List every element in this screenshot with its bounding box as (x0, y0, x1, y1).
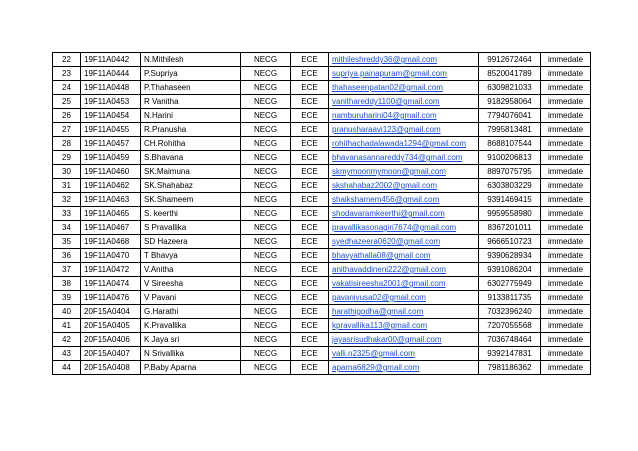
email-cell (329, 291, 479, 305)
status-cell: immedate (541, 249, 591, 263)
status-cell: immedate (541, 81, 591, 95)
serial-number-cell: 41 (53, 319, 81, 333)
college-cell: NECG (241, 305, 291, 319)
branch-cell: ECE (291, 151, 329, 165)
serial-number-cell: 42 (53, 333, 81, 347)
roll-number-cell: 19F11A0455 (81, 123, 141, 137)
table-row (53, 249, 591, 263)
email-link[interactable]: supriya.painapuram@gmail.com (332, 69, 447, 78)
college-cell: NECG (241, 165, 291, 179)
branch-cell: ECE (291, 305, 329, 319)
status-cell: immedate (541, 179, 591, 193)
table-row (53, 179, 591, 193)
branch-cell: ECE (291, 361, 329, 375)
table-row (53, 123, 591, 137)
table-row (53, 207, 591, 221)
serial-number-cell: 40 (53, 305, 81, 319)
branch-cell: ECE (291, 179, 329, 193)
phone-cell: 6303803229 (479, 179, 541, 193)
phone-cell: 9392147831 (479, 347, 541, 361)
phone-cell: 8520041789 (479, 67, 541, 81)
roll-number-cell: 19F11A0470 (81, 249, 141, 263)
phone-cell: 7981186362 (479, 361, 541, 375)
email-cell (329, 277, 479, 291)
college-cell: NECG (241, 333, 291, 347)
phone-cell: 6309821033 (479, 81, 541, 95)
phone-cell: 9912672464 (479, 53, 541, 67)
roll-number-cell: 19F11A0474 (81, 277, 141, 291)
serial-number-cell: 31 (53, 179, 81, 193)
serial-number-cell: 27 (53, 123, 81, 137)
table-row (53, 263, 591, 277)
branch-cell: ECE (291, 137, 329, 151)
student-table-container (52, 52, 591, 375)
roll-number-cell: 19F11A0444 (81, 67, 141, 81)
serial-number-cell: 43 (53, 347, 81, 361)
email-cell (329, 319, 479, 333)
phone-cell: 9133811735 (479, 291, 541, 305)
phone-cell: 8367201011 (479, 221, 541, 235)
table-row (53, 53, 591, 67)
college-cell: NECG (241, 123, 291, 137)
branch-cell: ECE (291, 165, 329, 179)
student-name-cell: SK.Shahabaz (141, 179, 241, 193)
phone-cell: 9391469415 (479, 193, 541, 207)
email-link[interactable]: bhavanasannareddy734@gmail.com (332, 153, 463, 162)
student-name-cell: P.Supriya (141, 67, 241, 81)
status-cell: immedate (541, 67, 591, 81)
email-link[interactable]: skshahabaz2002@gmail.com (332, 181, 438, 190)
serial-number-cell: 36 (53, 249, 81, 263)
email-cell (329, 221, 479, 235)
branch-cell: ECE (291, 67, 329, 81)
email-cell (329, 207, 479, 221)
serial-number-cell: 30 (53, 165, 81, 179)
email-link[interactable]: vakatisireesha2001@gmail.com (332, 279, 446, 288)
email-cell (329, 137, 479, 151)
status-cell: immedate (541, 165, 591, 179)
student-name-cell: SK.Shameem (141, 193, 241, 207)
email-link[interactable]: vanithareddy1100@gmail.com (332, 97, 440, 106)
table-row (53, 193, 591, 207)
college-cell: NECG (241, 81, 291, 95)
student-name-cell: K Jaya sri (141, 333, 241, 347)
college-cell: NECG (241, 291, 291, 305)
branch-cell: ECE (291, 277, 329, 291)
email-cell (329, 95, 479, 109)
phone-cell: 7032396240 (479, 305, 541, 319)
roll-number-cell: 19F11A0442 (81, 53, 141, 67)
student-name-cell: CH.Rohitha (141, 137, 241, 151)
student-name-cell: V Pavani (141, 291, 241, 305)
email-link[interactable]: harathigodha@gmail.com (332, 307, 424, 316)
student-name-cell: P.Thahaseen (141, 81, 241, 95)
status-cell: immedate (541, 137, 591, 151)
branch-cell: ECE (291, 193, 329, 207)
status-cell: immedate (541, 95, 591, 109)
roll-number-cell: 19F11A0453 (81, 95, 141, 109)
roll-number-cell: 19F11A0459 (81, 151, 141, 165)
email-link[interactable]: rohithachadalawada1294@gmail.com (332, 139, 466, 148)
table-row (53, 109, 591, 123)
branch-cell: ECE (291, 249, 329, 263)
student-name-cell: N Srivallika (141, 347, 241, 361)
phone-cell: 7995813481 (479, 123, 541, 137)
phone-cell: 9182958064 (479, 95, 541, 109)
email-cell (329, 53, 479, 67)
roll-number-cell: 20F15A0408 (81, 361, 141, 375)
table-row (53, 361, 591, 375)
college-cell: NECG (241, 207, 291, 221)
serial-number-cell: 38 (53, 277, 81, 291)
status-cell: immedate (541, 53, 591, 67)
phone-cell: 9959558980 (479, 207, 541, 221)
branch-cell: ECE (291, 319, 329, 333)
email-cell (329, 179, 479, 193)
email-link[interactable]: kpravallika113@gmail.com (332, 321, 428, 330)
email-link[interactable]: skmymoonmymoon@gmail.com (332, 167, 446, 176)
roll-number-cell: 19F11A0448 (81, 81, 141, 95)
email-link[interactable]: shaikshamem456@gmail.com (332, 195, 440, 204)
branch-cell: ECE (291, 263, 329, 277)
email-link[interactable]: pranusharaavi123@gmail.com (332, 125, 441, 134)
serial-number-cell: 37 (53, 263, 81, 277)
phone-cell: 7207055568 (479, 319, 541, 333)
phone-cell: 8688107544 (479, 137, 541, 151)
table-row (53, 333, 591, 347)
student-name-cell: R.Pranusha (141, 123, 241, 137)
serial-number-cell: 32 (53, 193, 81, 207)
status-cell: immedate (541, 347, 591, 361)
email-link[interactable]: namburuharini04@gmail.com (332, 111, 437, 120)
roll-number-cell: 20F15A0404 (81, 305, 141, 319)
college-cell: NECG (241, 95, 291, 109)
college-cell: NECG (241, 235, 291, 249)
student-name-cell: V.Anitha (141, 263, 241, 277)
college-cell: NECG (241, 347, 291, 361)
student-name-cell: S.Bhavana (141, 151, 241, 165)
email-cell (329, 193, 479, 207)
email-link[interactable]: pravallikasonagiri7674@gmail.com (332, 223, 457, 232)
roll-number-cell: 19F11A0463 (81, 193, 141, 207)
table-row (53, 305, 591, 319)
table-row (53, 165, 591, 179)
student-name-cell: V Sireesha (141, 277, 241, 291)
phone-cell: 6302775949 (479, 277, 541, 291)
branch-cell: ECE (291, 333, 329, 347)
email-link[interactable]: bhavyathalla08@gmail.com (332, 251, 431, 260)
roll-number-cell: 19F11A0462 (81, 179, 141, 193)
email-cell (329, 305, 479, 319)
student-name-cell: R Vanitha (141, 95, 241, 109)
college-cell: NECG (241, 263, 291, 277)
email-link[interactable]: anithavaddineni222@gmail.com (332, 265, 446, 274)
roll-number-cell: 20F15A0406 (81, 333, 141, 347)
branch-cell: ECE (291, 109, 329, 123)
serial-number-cell: 35 (53, 235, 81, 249)
serial-number-cell: 28 (53, 137, 81, 151)
email-link[interactable]: jayasrisudhakar00@gmail.com (332, 335, 442, 344)
student-name-cell: S. keerthi (141, 207, 241, 221)
table-row (53, 319, 591, 333)
status-cell: immedate (541, 263, 591, 277)
email-cell (329, 361, 479, 375)
status-cell: immedate (541, 235, 591, 249)
email-link[interactable]: thahaseenpatan02@gmail.com (332, 83, 443, 92)
email-cell (329, 263, 479, 277)
email-cell (329, 123, 479, 137)
phone-cell: 7036748464 (479, 333, 541, 347)
serial-number-cell: 25 (53, 95, 81, 109)
table-row (53, 67, 591, 81)
student-name-cell: N.Harini (141, 109, 241, 123)
branch-cell: ECE (291, 207, 329, 221)
college-cell: NECG (241, 53, 291, 67)
table-row (53, 151, 591, 165)
college-cell: NECG (241, 67, 291, 81)
email-cell (329, 151, 479, 165)
roll-number-cell: 20F15A0407 (81, 347, 141, 361)
serial-number-cell: 23 (53, 67, 81, 81)
branch-cell: ECE (291, 235, 329, 249)
phone-cell: 9666510723 (479, 235, 541, 249)
status-cell: immedate (541, 305, 591, 319)
college-cell: NECG (241, 151, 291, 165)
college-cell: NECG (241, 193, 291, 207)
roll-number-cell: 19F11A0472 (81, 263, 141, 277)
branch-cell: ECE (291, 221, 329, 235)
roll-number-cell: 19F11A0467 (81, 221, 141, 235)
status-cell: immedate (541, 361, 591, 375)
student-name-cell: G.Harathi (141, 305, 241, 319)
serial-number-cell: 39 (53, 291, 81, 305)
table-row (53, 235, 591, 249)
table-row (53, 81, 591, 95)
table-row (53, 347, 591, 361)
roll-number-cell: 19F11A0454 (81, 109, 141, 123)
roll-number-cell: 19F11A0465 (81, 207, 141, 221)
student-name-cell: S Pravallika (141, 221, 241, 235)
serial-number-cell: 44 (53, 361, 81, 375)
serial-number-cell: 34 (53, 221, 81, 235)
email-cell (329, 249, 479, 263)
roll-number-cell: 19F11A0460 (81, 165, 141, 179)
email-link[interactable]: syedhazeera0620@gmail.com (332, 237, 441, 246)
college-cell: NECG (241, 109, 291, 123)
serial-number-cell: 26 (53, 109, 81, 123)
branch-cell: ECE (291, 291, 329, 305)
college-cell: NECG (241, 249, 291, 263)
student-table (52, 52, 591, 375)
college-cell: NECG (241, 361, 291, 375)
email-link[interactable]: valli.n2325@gmail.com (332, 349, 415, 358)
email-cell (329, 333, 479, 347)
student-name-cell: SD Hazeera (141, 235, 241, 249)
college-cell: NECG (241, 179, 291, 193)
student-name-cell: N.Mithilesh (141, 53, 241, 67)
phone-cell: 7794076041 (479, 109, 541, 123)
branch-cell: ECE (291, 123, 329, 137)
status-cell: immedate (541, 151, 591, 165)
email-link[interactable]: pavanivusa02@gmail.com (332, 293, 426, 302)
status-cell: immedate (541, 277, 591, 291)
branch-cell: ECE (291, 81, 329, 95)
table-row (53, 221, 591, 235)
email-cell (329, 81, 479, 95)
status-cell: immedate (541, 291, 591, 305)
status-cell: immedate (541, 319, 591, 333)
college-cell: NECG (241, 137, 291, 151)
table-body (53, 53, 591, 375)
college-cell: NECG (241, 277, 291, 291)
email-cell (329, 67, 479, 81)
student-name-cell: T Bhavya (141, 249, 241, 263)
serial-number-cell: 24 (53, 81, 81, 95)
college-cell: NECG (241, 221, 291, 235)
status-cell: immedate (541, 123, 591, 137)
email-cell (329, 109, 479, 123)
phone-cell: 8897075795 (479, 165, 541, 179)
status-cell: immedate (541, 221, 591, 235)
serial-number-cell: 29 (53, 151, 81, 165)
student-name-cell: K.Pravallika (141, 319, 241, 333)
email-link[interactable]: mithileshreddy36@gmail.com (332, 55, 438, 64)
email-cell (329, 165, 479, 179)
status-cell: immedate (541, 193, 591, 207)
phone-cell: 9391086204 (479, 263, 541, 277)
status-cell: immedate (541, 333, 591, 347)
table-row (53, 95, 591, 109)
roll-number-cell: 19F11A0468 (81, 235, 141, 249)
student-name-cell: P.Baby Aparna (141, 361, 241, 375)
status-cell: immedate (541, 207, 591, 221)
roll-number-cell: 20F15A0405 (81, 319, 141, 333)
email-cell (329, 347, 479, 361)
branch-cell: ECE (291, 347, 329, 361)
roll-number-cell: 19F11A0476 (81, 291, 141, 305)
table-row (53, 291, 591, 305)
table-row (53, 277, 591, 291)
table-row (53, 137, 591, 151)
branch-cell: ECE (291, 95, 329, 109)
phone-cell: 9100206813 (479, 151, 541, 165)
roll-number-cell: 19F11A0457 (81, 137, 141, 151)
email-link[interactable]: aparna6829@gmail.com (332, 363, 420, 372)
email-link[interactable]: shodavaramkeerthi@gmail.com (332, 209, 445, 218)
phone-cell: 9390628934 (479, 249, 541, 263)
serial-number-cell: 22 (53, 53, 81, 67)
email-cell (329, 235, 479, 249)
branch-cell: ECE (291, 53, 329, 67)
status-cell: immedate (541, 109, 591, 123)
serial-number-cell: 33 (53, 207, 81, 221)
college-cell: NECG (241, 319, 291, 333)
student-name-cell: SK.Maimuna (141, 165, 241, 179)
